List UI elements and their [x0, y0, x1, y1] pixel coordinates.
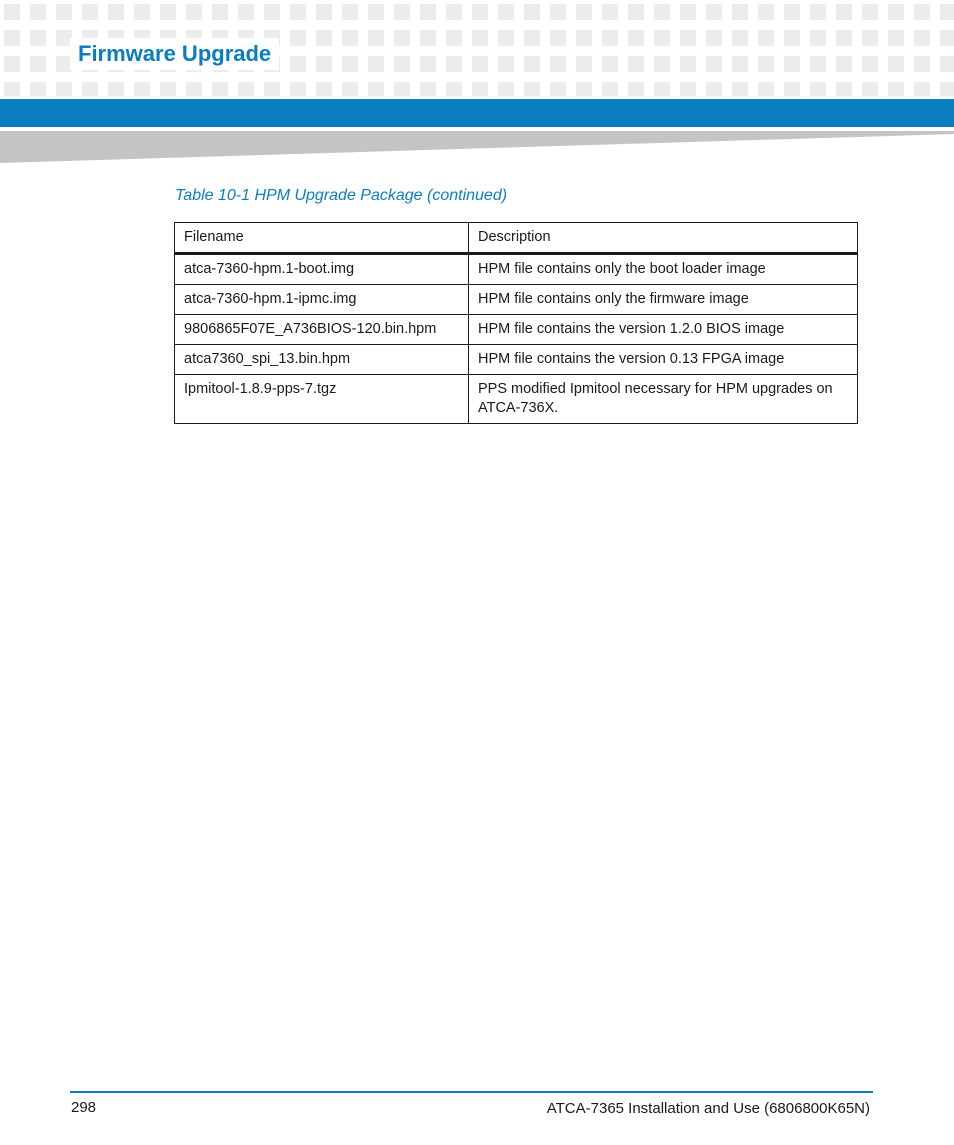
description-cell: HPM file contains the version 1.2.0 BIOS image: [469, 315, 858, 345]
table-caption: Table 10-1 HPM Upgrade Package (continued): [175, 187, 508, 204]
hpm-upgrade-package-table: [174, 222, 858, 424]
table-row: [175, 345, 858, 375]
description-cell: HPM file contains the version 0.13 FPGA image: [469, 345, 858, 375]
description-cell: HPM file contains only the boot loader image: [469, 254, 858, 285]
table-row: [175, 285, 858, 315]
table-row: [175, 254, 858, 285]
header-blue-band: [0, 99, 954, 127]
page-number: 298: [71, 1099, 97, 1116]
filename-cell: atca7360_spi_13.bin.hpm: [175, 345, 469, 375]
table-row: [175, 375, 858, 424]
description-cell: PPS modified Ipmitool necessary for HPM upgrades on ATCA-736X.: [469, 375, 858, 424]
description-cell: HPM file contains only the firmware image: [469, 285, 858, 315]
header-gray-wedge: [0, 129, 954, 163]
filename-cell: atca-7360-hpm.1-boot.img: [175, 254, 469, 285]
filename-cell: atca-7360-hpm.1-ipmc.img: [175, 285, 469, 315]
chapter-title: Firmware Upgrade: [70, 38, 279, 70]
column-header-description: Description: [469, 223, 858, 254]
filename-cell: 9806865F07E_A736BIOS-120.bin.hpm: [175, 315, 469, 345]
table-header-row: [175, 223, 858, 254]
filename-cell: Ipmitool-1.8.9-pps-7.tgz: [175, 375, 469, 424]
document-title: ATCA-7365 Installation and Use (6806800K65N): [546, 1100, 870, 1117]
column-header-filename: Filename: [175, 223, 469, 254]
footer-rule: [70, 1091, 873, 1093]
table-row: [175, 315, 858, 345]
